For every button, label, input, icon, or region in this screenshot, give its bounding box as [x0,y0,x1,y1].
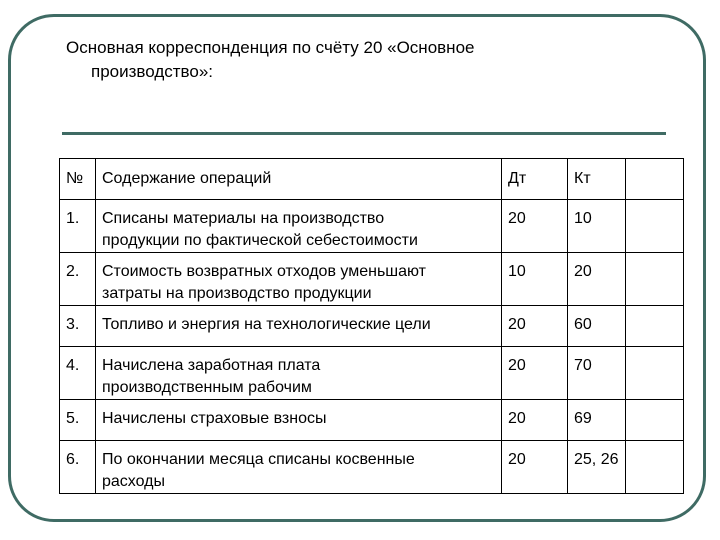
operation-line-1: По окончании месяца списаны косвенные [102,451,415,468]
row-debit: 20 [502,200,568,253]
operation-line-2: продукции по фактической себестоимости [102,232,418,249]
table-row [60,400,684,441]
header-operation: Содержание операций [96,159,502,200]
row-operation [96,441,502,494]
header-extra [626,159,684,200]
table-header-row [60,159,684,200]
row-debit: 20 [502,400,568,441]
table-row [60,306,684,347]
row-debit: 20 [502,441,568,494]
table-row [60,200,684,253]
row-number: 1. [60,200,96,253]
slide-title [66,36,626,84]
operation-line-2: затраты на производство продукции [102,285,372,302]
row-credit: 10 [568,200,626,253]
row-credit: 60 [568,306,626,347]
operation-line-1: Начислена заработная плата [102,357,321,374]
row-debit: 10 [502,253,568,306]
header-credit: Кт [568,159,626,200]
table-row [60,347,684,400]
row-operation [96,253,502,306]
table-row [60,441,684,494]
header-number: № [60,159,96,200]
row-number: 2. [60,253,96,306]
row-credit: 25, 26 [568,441,626,494]
operation-line-2: расходы [102,473,165,490]
row-debit: 20 [502,306,568,347]
row-number: 6. [60,441,96,494]
row-extra [626,200,684,253]
row-extra [626,400,684,441]
row-number: 5. [60,400,96,441]
title-divider [62,132,666,135]
table-row [60,253,684,306]
title-line-1: Основная корреспонденция по счёту 20 «Основное [66,38,475,57]
row-operation: Начислены страховые взносы [96,400,502,441]
row-credit: 70 [568,347,626,400]
operation-line-1: Стоимость возвратных отходов уменьшают [102,263,426,280]
row-operation [96,200,502,253]
row-extra [626,441,684,494]
row-credit: 20 [568,253,626,306]
correspondence-table [59,158,684,494]
row-number: 4. [60,347,96,400]
operation-line-2: производственным рабочим [102,379,312,396]
row-extra [626,347,684,400]
row-credit: 69 [568,400,626,441]
operation-line-1: Списаны материалы на производство [102,210,385,227]
row-operation [96,347,502,400]
header-debit: Дт [502,159,568,200]
row-debit: 20 [502,347,568,400]
row-number: 3. [60,306,96,347]
row-extra [626,306,684,347]
row-operation: Топливо и энергия на технологические цели [96,306,502,347]
title-line-2: производство»: [91,62,214,81]
row-extra [626,253,684,306]
